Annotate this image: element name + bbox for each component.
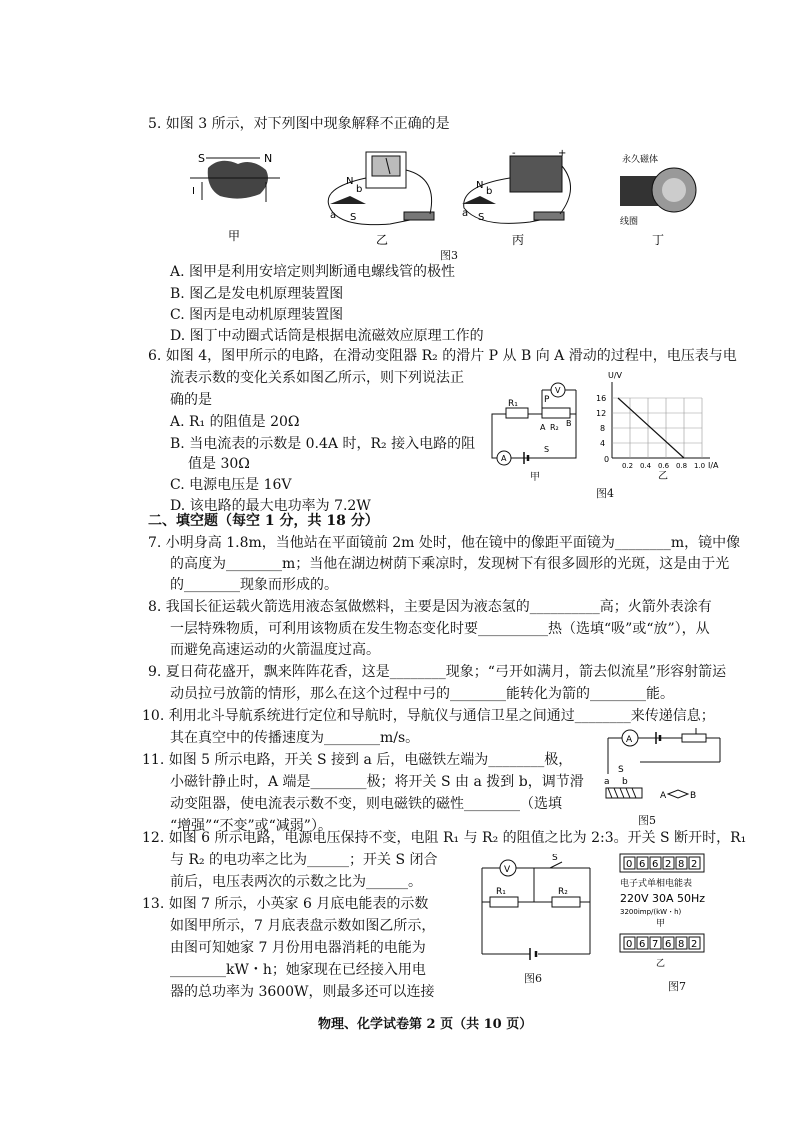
fig6-S: S — [552, 854, 558, 863]
meter-spec: 220V 30A 50Hz — [620, 892, 706, 905]
q9-line2: 动员拉弓放箭的情形，那么在这个过程中弓的________能转化为箭的________能。 — [170, 686, 674, 702]
figure-6 — [474, 854, 594, 966]
fig3-yi-N: N — [346, 176, 354, 187]
fig3-yi-label: 乙 — [376, 233, 389, 247]
q11-line4: “增强”“不变”或“减弱”）。 — [170, 818, 332, 834]
q11-line1: 11. 如图 5 所示电路，开关 S 接到 a 后，电磁铁左端为________极， — [142, 752, 573, 768]
fig4-ytick-0: 0 — [604, 455, 610, 464]
meter-jia-digits — [620, 854, 704, 872]
meter-jia-label: 甲 — [656, 919, 666, 929]
fig5-a: a — [604, 777, 610, 787]
q13-line2: 如图甲所示，7 月底表盘示数如图乙所示， — [170, 918, 436, 934]
fig5-caption: 图5 — [638, 814, 656, 827]
meter-yi-digits — [620, 934, 704, 952]
fig3-ding-magnet: 永久磁体 — [622, 155, 659, 165]
meter-jia-digit-1: 0 — [626, 859, 633, 870]
fig4-ytick-12: 12 — [596, 409, 607, 418]
fig3-ding-coil: 线圈 — [620, 217, 639, 227]
fig3-jia — [190, 152, 280, 243]
fig4-V: V — [555, 386, 561, 395]
meter-title: 电子式单相电能表 — [620, 879, 693, 889]
q11-line3: 动变阻器，使电流表示数不变，则电磁铁的磁性________（选填 — [170, 796, 562, 812]
fig6-caption: 图6 — [524, 972, 542, 985]
q5-option-a: A. 图甲是利用安培定则判断通电螺线管的极性 — [170, 264, 456, 280]
figure-5 — [600, 726, 730, 808]
meter-yi-digit-3: 7 — [652, 939, 659, 950]
q6-option-a: A. R₁ 的阻值是 20Ω — [170, 414, 300, 430]
q10-line1: 10. 利用北斗导航系统进行定位和导航时，导航仪与通信卫星之间通过________来传递信息； — [142, 708, 715, 724]
fig3-yi-b: b — [356, 184, 363, 195]
fig4-xtick-02: 0.2 — [622, 462, 634, 470]
fig3-jia-label: 甲 — [228, 229, 241, 243]
meter-yi-label: 乙 — [656, 959, 666, 969]
meter-jia-digit-5: 8 — [678, 859, 685, 870]
q6-line3: 确的是 — [170, 392, 212, 408]
q13-line1: 13. 如图 7 所示，小英家 6 月底电能表的示数 — [142, 896, 429, 912]
q12-line1: 12. 如图 6 所示电路，电源电压保持不变，电阻 R₁ 与 R₂ 的阻值之比为 2:3。开关 S 断开时，R₁ — [142, 830, 747, 846]
fig6-voltmeter: V — [504, 865, 511, 875]
q7-line3: 的________现象而形成的。 — [170, 577, 338, 593]
fig3-bing-b: b — [486, 186, 493, 197]
fig3-bing-S: S — [478, 212, 485, 223]
fig3-bing — [462, 148, 571, 247]
q7-line2: 的高度为________m；当他在湖边树荫下乘凉时，发现树下有很多圆形的光斑，这是由于光 — [170, 556, 730, 572]
fig7-caption: 图7 — [668, 980, 686, 993]
fig4-ytick-4: 4 — [600, 439, 606, 448]
q8-line3: 而避免高速运动的火箭温度过高。 — [170, 642, 380, 658]
fig3-yi — [328, 152, 434, 247]
fig4-R1: R₁ — [508, 399, 518, 409]
meter-yi-digit-2: 6 — [639, 939, 646, 950]
q8-line1: 8. 我国长征运载火箭选用液态氢做燃料，主要是因为液态氢的__________高；火箭外表涂有 — [148, 599, 712, 615]
fig4-ammeter: A — [501, 454, 507, 463]
meter-jia-digit-2: 6 — [639, 859, 646, 870]
fig3-ding-label: 丁 — [652, 233, 665, 247]
q6-option-b-cont: 值是 30Ω — [188, 456, 250, 472]
meter-jia-digit-4: 2 — [665, 859, 672, 870]
fig4-S: S — [544, 445, 550, 454]
q5-option-c: C. 图丙是电动机原理装置图 — [170, 307, 344, 323]
fig5-S: S — [618, 765, 624, 775]
fig5-ammeter: A — [626, 735, 633, 745]
q9-line1: 9. 夏日荷花盛开，飘来阵阵花香，这是________现象；“弓开如满月，箭去似流星”形容射箭运 — [148, 664, 727, 680]
q12-line2: 与 R₂ 的电功率之比为______；开关 S 闭合 — [170, 852, 438, 868]
figure-3 — [180, 148, 700, 260]
q6-line2: 流表示数的变化关系如图乙所示，则下列说法正 — [170, 370, 464, 386]
fig3-bing-a: a — [462, 208, 469, 219]
q11-line2: 小磁针静止时，A 端是________极；将开关 S 由 a 拨到 b，调节滑 — [170, 774, 584, 790]
meter-yi-digit-6: 2 — [691, 939, 698, 950]
fig4-B: B — [566, 419, 572, 428]
q13-line3: 由图可知她家 7 月份用电器消耗的电能为 — [170, 940, 426, 956]
fig3-ding — [620, 153, 696, 247]
q6-option-c: C. 电源电压是 16V — [170, 477, 292, 493]
q8-line2: 一层特殊物质，可利用该物质在发生物态变化时要__________热（选填“吸”或“放”），从 — [170, 621, 710, 637]
fig4-caption: 图4 — [596, 487, 614, 500]
figure-3-drawing — [180, 148, 700, 260]
fig4-ylabel: U/V — [608, 371, 623, 380]
fig3-bing-minus: - — [512, 148, 516, 159]
fig6-R1: R₁ — [496, 887, 506, 897]
q6-line1: 6. 如图 4，图甲所示的电路，在滑动变阻器 R₂ 的滑片 P 从 B 向 A 滑动的过程中，电压表与电 — [148, 348, 737, 364]
fig3-bing-label: 丙 — [512, 233, 525, 247]
q12-line3: 前后，电压表两次的示数之比为______。 — [170, 874, 422, 890]
fig3-jia-I: I — [192, 186, 195, 197]
fig3-yi-a: a — [330, 210, 337, 221]
fig4-xtick-04: 0.4 — [640, 462, 652, 470]
meter-yi-digit-4: 6 — [665, 939, 672, 950]
fig4-P: P — [544, 395, 550, 405]
q13-line5: 器的总功率为 3600W，则最多还可以连接 — [170, 984, 435, 1000]
fig5-needle-A: A — [660, 791, 667, 801]
fig5-needle-B: B — [690, 791, 697, 801]
q7-line1: 7. 小明身高 1.8m，当他站在平面镜前 2m 处时，他在镜中的像距平面镜为________m，镜中像 — [148, 535, 741, 551]
page-footer: 物理、化学试卷第 2 页（共 10 页） — [318, 1017, 533, 1032]
fig3-jia-S: S — [198, 152, 205, 165]
meter-yi-digit-1: 0 — [626, 939, 633, 950]
fig4-xlabel: I/A — [708, 461, 719, 470]
fig3-yi-S: S — [350, 212, 357, 223]
meter-jia-digit-6: 2 — [691, 859, 698, 870]
q5-stem: 5. 如图 3 所示，对下列图中现象解释不正确的是 — [148, 116, 450, 132]
fig4-A: A — [540, 423, 546, 432]
fig3-jia-N: N — [264, 152, 273, 165]
fig4-yi: 乙 — [658, 471, 668, 480]
fig4-xtick-06: 0.6 — [658, 462, 670, 470]
fig3-caption: 图3 — [440, 249, 458, 262]
q6-option-b: B. 当电流表的示数是 0.4A 时，R₂ 接入电路的阻 — [170, 436, 476, 452]
figure-4-graph — [588, 368, 728, 480]
section-2-heading: 二、填空题（每空 1 分，共 18 分） — [148, 513, 379, 529]
q10-line2: 其在真空中的传播速度为________m/s。 — [170, 730, 420, 746]
fig3-bing-N: N — [476, 180, 484, 191]
fig6-R2: R₂ — [558, 887, 568, 897]
q6-option-d: D. 该电路的最大电功率为 7.2W — [170, 498, 371, 514]
meter-imp: 3200imp/(kW・h) — [620, 908, 682, 916]
q5-option-b: B. 图乙是发电机原理装置图 — [170, 286, 344, 302]
fig4-xtick-10: 1.0 — [694, 462, 706, 470]
fig4-xtick-08: 0.8 — [676, 462, 688, 470]
fig3-bing-plus: + — [558, 148, 567, 159]
figure-7 — [604, 852, 712, 982]
fig4-ytick-16: 16 — [596, 394, 607, 403]
fig4-R2: R₂ — [550, 423, 559, 432]
q13-line4: ________kW・h；她家现在已经接入用电 — [170, 962, 426, 978]
meter-jia-digit-3: 6 — [652, 859, 659, 870]
fig4-ytick-8: 8 — [600, 424, 606, 433]
fig4-jia: 甲 — [530, 472, 540, 483]
figure-4-circuit — [486, 378, 586, 488]
fig5-b: b — [622, 777, 628, 787]
q5-option-d: D. 图丁中动圈式话筒是根据电流磁效应原理工作的 — [170, 328, 484, 344]
meter-yi-digit-5: 8 — [678, 939, 685, 950]
